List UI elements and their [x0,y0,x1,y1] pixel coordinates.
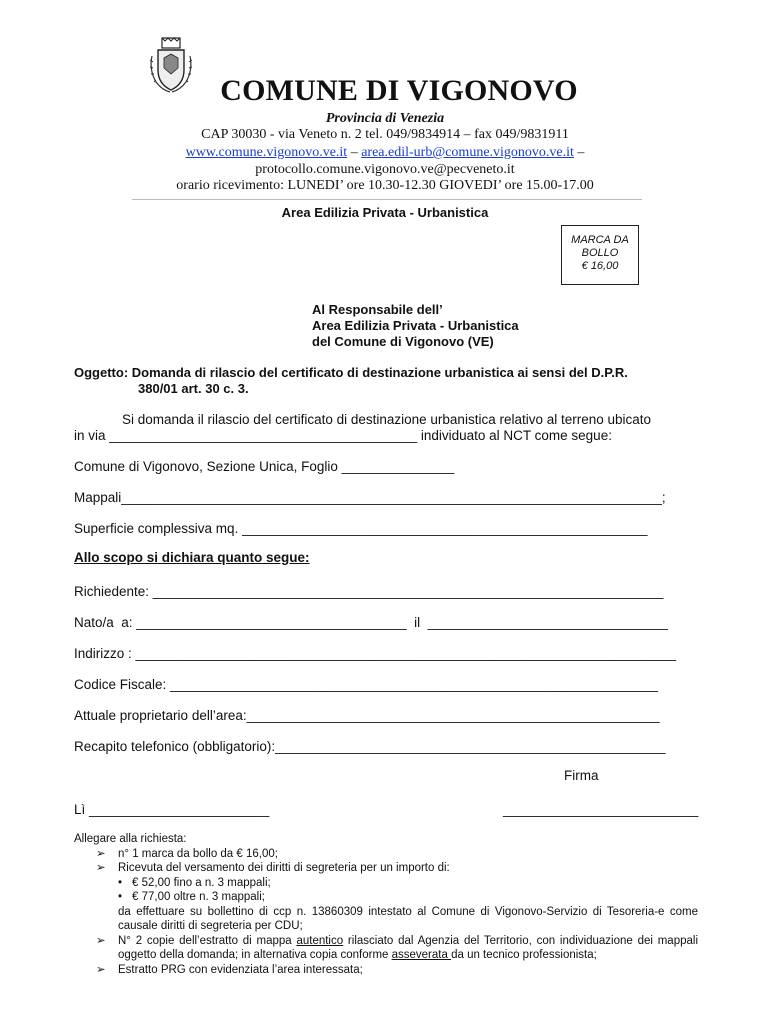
via-field[interactable]: in via _________________________________________ individuato al NCT come segue: [74,428,612,443]
list-item [74,963,698,978]
proprietario-field[interactable]: Attuale proprietario dell’area:_______________________________________________________ [74,708,660,723]
address-line: CAP 30030 - via Veneto n. 2 tel. 049/9834914 – fax 049/9831911 [201,127,569,142]
department-title: Area Edilizia Privata - Urbanistica [281,205,489,220]
place-date-field[interactable]: Lì ________________________ [74,802,270,817]
arrow-bullet-icon: ➢ [96,963,106,976]
province-label: Provincia di Venezia [325,111,445,126]
list-item-text: Ricevuta del versamento dei diritti di segreteria per un importo di: [118,862,450,874]
list-item-emphasis: asseverata [391,949,452,961]
stamp-line: MARCA DA [571,234,629,246]
arrow-bullet-icon: ➢ [96,862,106,874]
list-item-text: N° 2 copie dell’estratto di mappa [118,934,297,947]
foglio-field[interactable]: Comune di Vigonovo, Sezione Unica, Foglio _______________ [74,459,455,474]
attachments-section [74,832,698,977]
list-subitem [74,876,698,891]
attachments-title: Allegare alla richiesta: [74,833,187,845]
mappali-field[interactable]: Mappali________________________________________________________________________; [74,490,666,505]
codice-fiscale-field[interactable]: Codice Fiscale: _________________________________________________________________ [74,677,659,692]
municipality-title: COMUNE DI VIGONOVO [220,74,578,107]
subject-line: 380/01 art. 30 c. 3. [138,381,249,396]
subject-block [74,365,698,397]
separator: – [573,145,585,160]
email-link[interactable]: area.edil-urb@comune.vigonovo.ve.it [361,145,574,160]
superficie-field[interactable]: Superficie complessiva mq. ______________________________________________________ [74,521,648,536]
indirizzo-field[interactable]: Indirizzo : ________________________________________________________________________ [74,646,677,661]
arrow-bullet-icon: ➢ [96,847,106,860]
list-item-text: € 52,00 fino a n. 3 mappali; [132,876,271,889]
list-item [74,934,698,963]
addressee-line: del Comune di Vigonovo (VE) [312,334,494,349]
office-hours: orario ricevimento: LUNEDI’ ore 10.30-12.30 GIOVEDI’ ore 15.00-17.00 [176,178,594,193]
signature-label: Firma [564,768,599,783]
list-note: da effettuare su bollettino di ccp n. 13860309 intestato al Comune di Vigonovo-Servizio di Tesoreria-e come causale diritti di segreteria per CDU; [118,905,698,932]
header-divider [132,199,642,200]
request-paragraph [74,412,698,444]
list-item-text: n° 1 marca da bollo da € 16,00; [118,847,278,860]
declaration-heading: Allo scopo si dichiara quanto segue: [74,550,310,565]
list-item [74,861,698,876]
dot-bullet-icon: • [118,876,123,889]
list-item-text: Estratto PRG con evidenziata l’area interessata; [118,963,363,976]
list-item-text: rilasciato dal Agenzia del Territorio, con individuazione dei mappali oggetto della domanda; in alternativa copia conforme [118,934,698,961]
list-item-text: € 77,00 oltre n. 3 mappali; [132,891,265,903]
list-subitem [74,890,698,905]
richiedente-field[interactable]: Richiedente: ____________________________________________________________________ [74,584,664,599]
revenue-stamp-box [561,225,639,285]
pec-address: protocollo.comune.vigonovo.ve@pecveneto.it [255,162,515,177]
request-text: Si domanda il rilascio del certificato di destinazione urbanistica relativo al terreno ubicato [122,412,652,427]
list-item-emphasis: autentico [296,934,344,947]
stamp-value: € 16,00 [581,260,619,272]
separator: – [347,145,362,160]
arrow-bullet-icon: ➢ [96,934,106,947]
list-item-text: da un tecnico professionista; [451,949,597,961]
subject-line: Oggetto: Domanda di rilascio del certificato di destinazione urbanistica ai sensi del D.P.R. [74,365,628,380]
website-link[interactable]: www.comune.vigonovo.ve.it [185,145,348,160]
recapito-field[interactable]: Recapito telefonico (obbligatorio):____________________________________________________ [74,739,666,754]
list-item [74,847,698,862]
stamp-line: BOLLO [581,247,619,259]
addressee-line: Area Edilizia Privata - Urbanistica [312,318,519,333]
dot-bullet-icon: • [118,891,123,903]
addressee-line: Al Responsabile dell’ [312,302,443,317]
contact-links [0,145,770,161]
signature-line[interactable]: __________________________ [503,802,699,817]
addressee-block [312,302,519,350]
birthplace-field[interactable]: Nato/a a: ____________________________________ il ________________________________ [74,615,668,630]
